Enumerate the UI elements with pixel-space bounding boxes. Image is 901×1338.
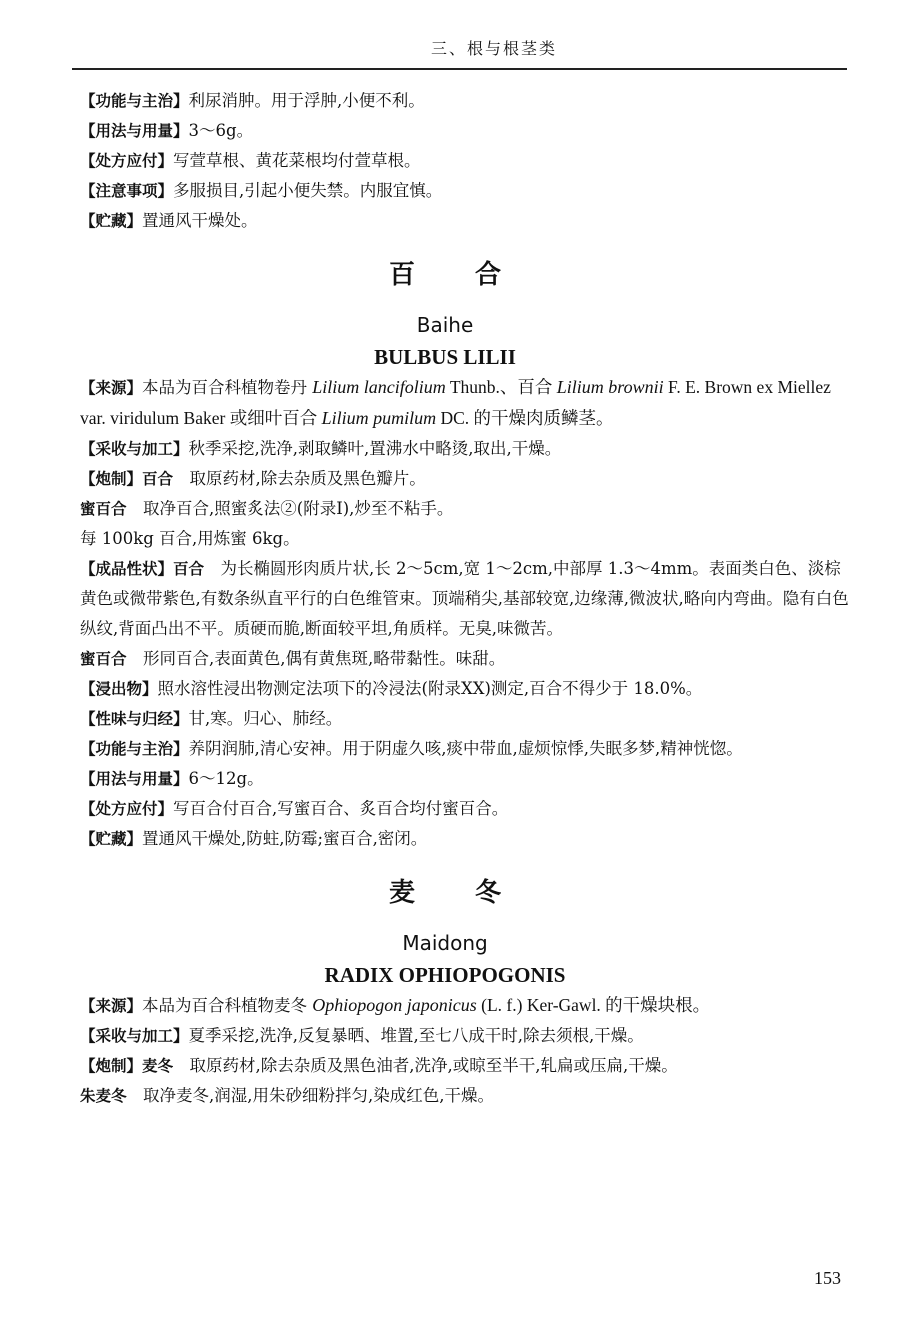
baihe-honey-amount: 每 100kg 百合,用炼蜜 6kg。 [80,529,300,548]
baihe-storage: 【贮藏】置通风干燥处,防蛀,防霉;蜜百合,密闭。 [80,829,428,848]
baihe-extract: 【浸出物】照水溶性浸出物测定法项下的冷浸法(附录XX)测定,百合不得少于 18.0%。 [80,679,703,698]
monograph-title-baihe: 百合 [388,260,561,290]
running-header [72,30,847,70]
entry-prescription: 【处方应付】写萱草根、黄花菜根均付萱草根。 [80,151,421,170]
maidong-cinnabar: 朱麦冬 取净麦冬,润湿,用朱砂细粉拌匀,染成红色,干燥。 [80,1086,494,1105]
latin-name-baihe: BULBUS LILII [374,345,516,369]
entry-function: 【功能与主治】利尿消肿。用于浮肿,小便不利。 [80,91,425,110]
maidong-harvest: 【采收与加工】夏季采挖,洗净,反复暴晒、堆置,至七八成干时,除去须根,干燥。 [80,1026,644,1045]
entry-caution: 【注意事项】多服损目,引起小便失禁。内服宜慎。 [80,181,443,200]
baihe-source: 【来源】本品为百合科植物卷丹 Lilium lancifolium Thunb.、百合 Lilium brownii F. E. Brown ex Miellez var. viridulum Baker 或细叶百合 Lilium pumilum DC. 的干燥肉质鳞茎。 [80,377,831,428]
maidong-processing: 【炮制】麦冬 取原药材,除去杂质及黑色油者,洗净,或晾至半干,轧扁或压扁,干燥。 [80,1056,678,1075]
page-number: 153 [814,1268,841,1288]
baihe-prescription: 【处方应付】写百合付百合,写蜜百合、炙百合均付蜜百合。 [80,799,509,818]
baihe-properties: 【成品性状】百合 为长椭圆形肉质片状,长 2～5cm,宽 1～2cm,中部厚 1.3～4mm。表面类白色、淡棕黄色或微带紫色,有数条纵直平行的白色维管束。顶端稍尖,基部较宽,边缘薄,微波状,略向内弯曲。隐有白色纵纹,背面凸出不平。质硬而脆,断面较平坦,角质样。无臭,味微苦。 [80,559,849,638]
baihe-taste: 【性味与归经】甘,寒。归心、肺经。 [80,709,343,728]
entry-dosage: 【用法与用量】3～6g。 [80,121,254,140]
pinyin-maidong: Maidong [402,931,488,955]
entry-storage: 【贮藏】置通风干燥处。 [80,211,258,230]
baihe-dosage: 【用法与用量】6～12g。 [80,769,264,788]
maidong-source: 【来源】本品为百合科植物麦冬 Ophiopogon japonicus (L. f.) Ker-Gawl. 的干燥块根。 [80,995,711,1015]
header-title: 三、根与根茎类 [430,39,557,58]
baihe-processing: 【炮制】百合 取原药材,除去杂质及黑色瓣片。 [80,469,426,488]
monograph-title-maidong: 麦冬 [388,878,561,908]
baihe-honey: 蜜百合 取净百合,照蜜炙法②(附录Ⅰ),炒至不粘手。 [80,499,454,518]
baihe-harvest: 【采收与加工】秋季采挖,洗净,剥取鳞叶,置沸水中略烫,取出,干燥。 [80,439,562,458]
page-body [40,86,850,1111]
latin-name-maidong: RADIX OPHIOPOGONIS [324,963,566,987]
baihe-function: 【功能与主治】养阴润肺,清心安神。用于阴虚久咳,痰中带血,虚烦惊悸,失眠多梦,精神恍惚。 [80,739,743,758]
pinyin-baihe: Baihe [416,313,474,337]
baihe-honey-properties: 蜜百合 形同百合,表面黄色,偶有黄焦斑,略带黏性。味甜。 [80,649,506,668]
